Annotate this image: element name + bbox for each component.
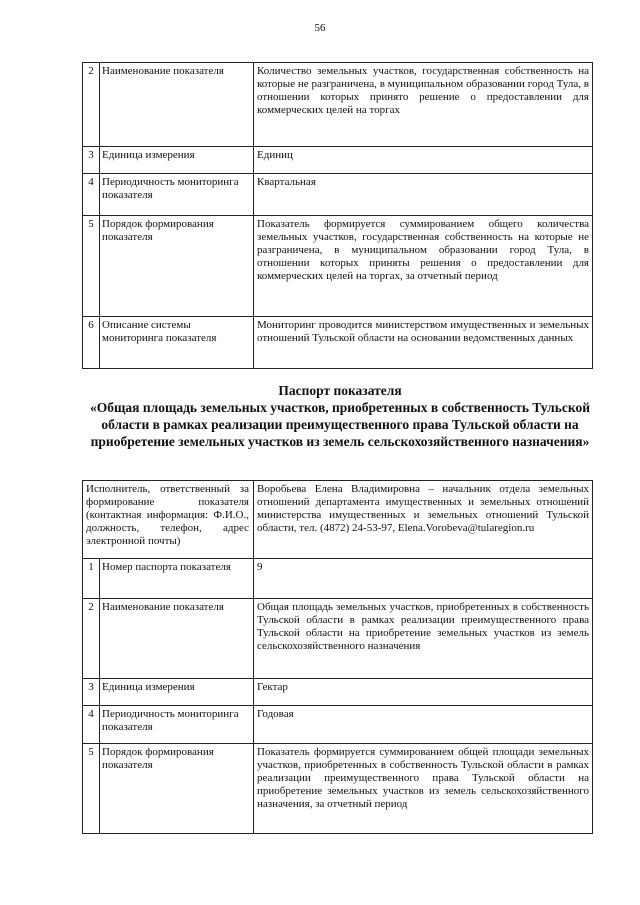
table-row bbox=[83, 559, 593, 599]
row-number: 3 bbox=[83, 679, 100, 706]
row-label: Периодичность мониторинга показателя bbox=[100, 174, 254, 216]
row-value: Квартальная bbox=[254, 174, 593, 216]
table-row bbox=[83, 63, 593, 147]
row-value: Мониторинг проводится министерством имущественных и земельных отношений Тульской области на основании ведомственных данных bbox=[254, 317, 593, 369]
row-number: 2 bbox=[83, 599, 100, 679]
row-value: Показатель формируется суммированием общей площади земельных участков, приобретенных в собственность Тульской области в рамках реализации преимущественного права Тульской области на приобретение земельных участков из земель сельскохозяйственного назначения, за отчетный период bbox=[254, 744, 593, 834]
row-label: Наименование показателя bbox=[100, 599, 254, 679]
executor-label: Исполнитель, ответственный за формирование показателя (контактная информация: Ф.И.О., должность, телефон, адрес электронной почты) bbox=[83, 481, 254, 559]
indicator-passport-table bbox=[82, 480, 593, 834]
row-number: 6 bbox=[83, 317, 100, 369]
row-value: Годовая bbox=[254, 706, 593, 744]
table-row bbox=[83, 174, 593, 216]
row-number: 2 bbox=[83, 63, 100, 147]
row-value: Гектар bbox=[254, 679, 593, 706]
row-label: Наименование показателя bbox=[100, 63, 254, 147]
row-value: Количество земельных участков, государственная собственность на которые не разграничена, в муниципальном образовании город Тула, в отношении которых принято решение о предоставлении для коммерческих целей на торгах bbox=[254, 63, 593, 147]
table-row bbox=[83, 317, 593, 369]
table-row bbox=[83, 679, 593, 706]
row-number: 3 bbox=[83, 147, 100, 174]
executor-row bbox=[83, 481, 593, 559]
row-value: 9 bbox=[254, 559, 593, 599]
page-number: 56 bbox=[314, 22, 326, 34]
row-number: 4 bbox=[83, 174, 100, 216]
row-number: 5 bbox=[83, 216, 100, 317]
row-number: 1 bbox=[83, 559, 100, 599]
executor-value: Воробьева Елена Владимировна – начальник отдела земельных отношений департамента имущественных и земельных отношений министерства имущественных и земельных отношений Тульской области, тел. (4872) 24-53-97, Elena.Vorobeva@tularegion.ru bbox=[254, 481, 593, 559]
table-row bbox=[83, 744, 593, 834]
passport-heading: Паспорт показателя bbox=[278, 383, 402, 398]
passport-title bbox=[80, 382, 600, 450]
row-value: Единиц bbox=[254, 147, 593, 174]
table-row bbox=[83, 147, 593, 174]
passport-indicator-name: «Общая площадь земельных участков, приобретенных в собственность Тульской области в рамках реализации преимущественного права Тульской области на приобретение земельных участков из земель сельскохозяйственного назначения» bbox=[90, 400, 590, 449]
row-label: Единица измерения bbox=[100, 147, 254, 174]
table-row bbox=[83, 706, 593, 744]
indicator-table-previous bbox=[82, 62, 593, 369]
row-number: 4 bbox=[83, 706, 100, 744]
row-value: Показатель формируется суммированием общего количества земельных участков, государственная собственность на которые не разграничена, в муниципальном образовании город Тула, в отношении которых приняты решения о предоставлении для коммерческих целей на торгах, за отчетный период bbox=[254, 216, 593, 317]
row-value: Общая площадь земельных участков, приобретенных в собственность Тульской области в рамках реализации преимущественного права Тульской области на приобретение земельных участков из земель сельскохозяйственного назначения bbox=[254, 599, 593, 679]
row-number: 5 bbox=[83, 744, 100, 834]
row-label: Номер паспорта показателя bbox=[100, 559, 254, 599]
table-row bbox=[83, 216, 593, 317]
row-label: Периодичность мониторинга показателя bbox=[100, 706, 254, 744]
row-label: Порядок формирования показателя bbox=[100, 744, 254, 834]
row-label: Порядок формирования показателя bbox=[100, 216, 254, 317]
row-label: Описание системы мониторинга показателя bbox=[100, 317, 254, 369]
row-label: Единица измерения bbox=[100, 679, 254, 706]
table-row bbox=[83, 599, 593, 679]
